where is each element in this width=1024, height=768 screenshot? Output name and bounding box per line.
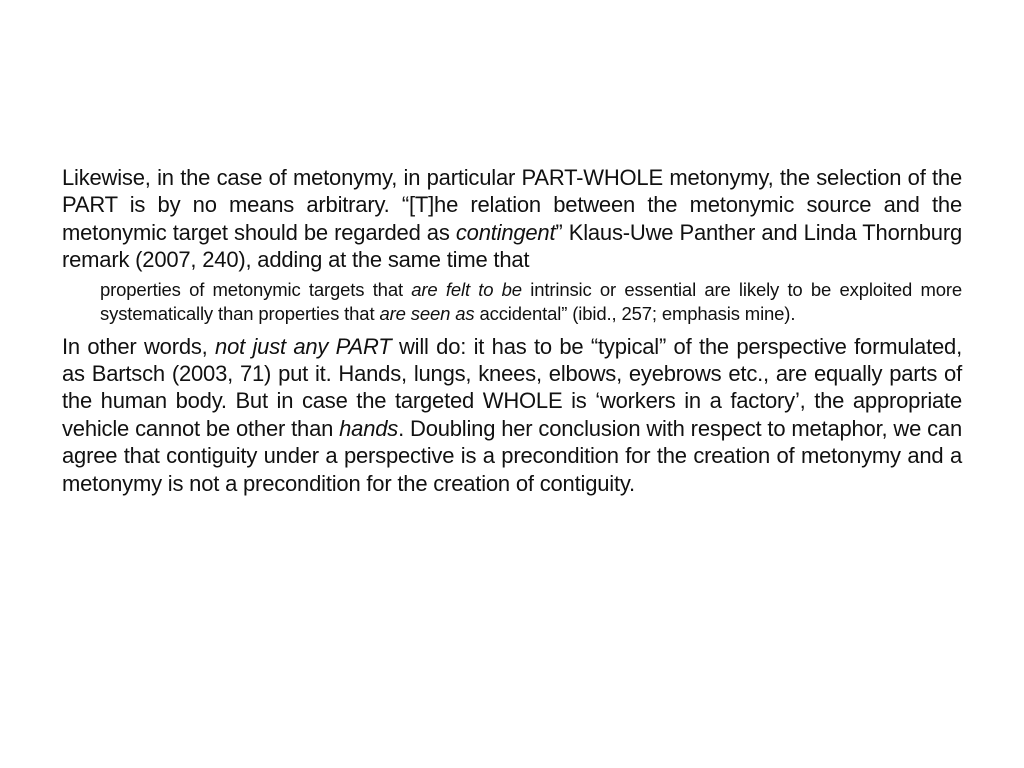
paragraph2-text-c: . Doubling her conclusion with respect to metaphor, we can agree that contiguity under a perspective is a precondition for the creation of metonymy and a metonymy is not a precondition for the creation of contiguity.	[62, 415, 962, 496]
quote-italic-seen: are seen as	[379, 303, 475, 325]
paragraph2-text-b: will do: it has to be “typical” of the perspective formulated, as Bartsch (2003, 71) put it. Hands, lungs, knees, elbows, eyebrows etc., are equally parts of the human body. But in case the targeted WHOLE is ‘workers in a factory’, the appropriate vehicle cannot be other than	[62, 333, 962, 441]
slide-body	[62, 164, 962, 497]
quote-text-a: properties of metonymic targets that	[100, 278, 412, 300]
paragraph2-text-a: In other words,	[62, 333, 216, 359]
paragraph-conclusion	[62, 333, 962, 497]
block-quote	[100, 278, 962, 327]
paragraph1-italic-contingent: contingent	[455, 219, 556, 245]
paragraph1-text-b: ” Klaus-Uwe Panther and Linda Thornburg remark (2007, 240), adding at the same time that	[62, 219, 963, 273]
paragraph2-italic-hands: hands	[339, 415, 399, 441]
paragraph-metonymy-intro	[62, 164, 962, 274]
paragraph1-text-a: Likewise, in the case of metonymy, in particular PART-WHOLE metonymy, the selection of the PART is by no means arbitrary. “[T]he relation between the metonymic source and the metonymic target should be regarded as	[62, 165, 962, 245]
quote-italic-felt: are felt to be	[411, 278, 522, 300]
paragraph2-italic-part: not just any PART	[215, 333, 392, 359]
quote-text-b: intrinsic or essential are likely to be exploited more systematically than properties that	[100, 278, 963, 325]
quote-text-c: accidental” (ibid., 257; emphasis mine).	[474, 303, 796, 325]
